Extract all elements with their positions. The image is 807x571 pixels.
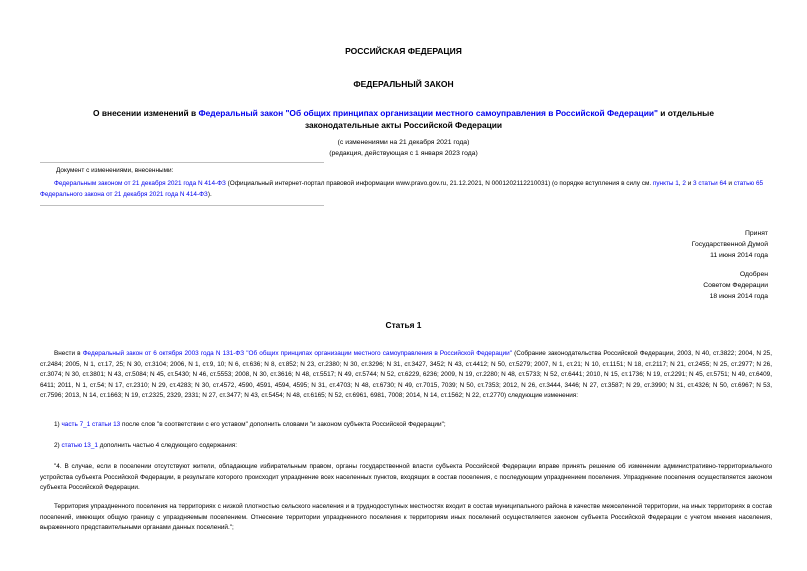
- divider-top: [40, 162, 324, 163]
- p3-link[interactable]: статью 13_1: [61, 442, 98, 449]
- amendment-point2-link[interactable]: 2: [682, 180, 686, 187]
- article-paragraph-4: "4. В случае, если в поселении отсутствуют жители, обладающие избирательным правом, органы государственной власти субъекта Российской Федерации вправе принять решение об изменении административно-территориального устройства субъекта Российской Федерации, в результате которого происходит упразднение всех населенных пунктов, входящих в состав поселения, с последующим упразднением поселения. Упразднение поселения осуществляется законом субъекта Российской Федерации.: [40, 463, 772, 491]
- p1-law-link[interactable]: Федеральный закон от 6 октября 2003 года N 131-ФЗ "Об общих принципах организации местного самоуправления в Российской Федерации": [82, 350, 512, 357]
- amendment-sep3: и: [726, 180, 734, 187]
- amendment-point1-link[interactable]: пункты 1: [652, 180, 679, 187]
- amendment-sep2: и: [685, 180, 694, 187]
- accepted-by: Государственной Думой: [691, 241, 768, 248]
- document-title: [70, 107, 737, 131]
- title-law-link[interactable]: Федеральный закон "Об общих принципах организации местного самоуправления в Российской Федерации": [198, 108, 658, 118]
- p3-text: дополнить частью 4 следующего содержания:: [97, 442, 238, 449]
- accepted-date: 11 июня 2014 года: [710, 252, 768, 259]
- article-paragraph-2: [40, 420, 772, 431]
- approval-block: [568, 269, 768, 302]
- p2-prefix: 1): [54, 421, 62, 428]
- article-paragraph-3: [40, 441, 772, 452]
- p1-prefix: Внести в: [54, 350, 83, 357]
- amendment-article65-link[interactable]: статью 65 Федерального закона от 21 декабря 2021 года N 414-ФЗ: [40, 180, 764, 198]
- approved-by: Советом Федерации: [703, 282, 768, 289]
- amendment-end: ).: [207, 191, 212, 198]
- adoption-block: [568, 228, 768, 261]
- edition-current: (редакция, действующая с 1 января 2023 года): [329, 150, 478, 157]
- amendment-source-text: (Официальный интернет-портал правовой информации www.pravo.gov.ru, 21.12.2021, N 0001202112210031) (о порядке вступления в силу см.: [225, 180, 653, 187]
- country-heading: РОССИЙСКАЯ ФЕДЕРАЦИЯ: [345, 46, 462, 56]
- p1-text: (Собрание законодательства Российской Федерации, 2003, N 40, ст.3822; 2004, N 25, ст.2484; 2005, N 1, ст.17, 25; N 30, ст.3104; 2006, N 1, ст.9, 10; N 6, ст.636; N 8, ст.852; N 23, ст.2380; N 30, ст.3296; N 31, ст.3427, 3452; N 43, ст.4412; N 50, ст.5279; 2007, N 1, ст.21; N 10, ст.1151; N 18, ст.2117; N 21, ст.2455; N 25, ст.2977; N 26, ст.3074; N 30, ст.3801; N 43, ст.5084; N 45, ст.5430; N 46, ст.5553; 2008, N 30, ст.3616; N 48, ст.5517; N 49, ст.5744; N 52, ст.6229, 6236; 2009, N 19, ст.2280; N 48, ст.5733; N 52, ст.6441; 2010, N 15, ст.1736; N 19, ст.2291; N 45, ст.5751; N 49, ст.6409, 6411; 2011, N 1, ст.54; N 17, ст.2310; N 29, ст.4283; N 30, ст.4572, 4590, 4591, 4594, 4595; N 31, ст.4703; N 48, ст.6730; N 49, ст.7015, 7039; N 50, ст.7353; 2012, N 26, ст.3444, 3446; N 27, ст.3587; N 29, ст.3990; N 31, ст.4326; N 50, ст.6967; N 53, ст.7596; 2013, N 14, ст.1663; N 19, ст.2325, 2329, 2331; N 27, ст.3477; N 43, ст.5454; N 48, ст.6165; N 52, ст.6961, 6981, 7008; 2014, N 14, ст.1562; N 22, ст.2770) следующие изменения:: [40, 350, 773, 399]
- divider-bottom: [40, 205, 324, 206]
- law-type-heading: ФЕДЕРАЛЬНЫЙ ЗАКОН: [353, 79, 454, 89]
- article-paragraph-1: [40, 349, 772, 402]
- amendment-law-link[interactable]: Федеральным законом от 21 декабря 2021 года N 414-ФЗ: [54, 180, 226, 187]
- amendments-label: Документ с изменениями, внесенными:: [56, 167, 174, 174]
- article-paragraph-5: Территория упраздненного поселения на территориях с низкой плотностью сельского населения и в труднодоступных местностях входит в состав муниципального района в качестве межселенной территории, на иных территориях в состав поселений, имеющих общую границу с упраздняемым поселением. Отнесение территории упраздненного поселения к территориям иных поселений осуществляется законом субъекта Российской Федерации с учетом мнения населения, выраженного представительными органами данных поселений.";: [40, 503, 772, 531]
- amendment-article64-link[interactable]: 3 статьи 64: [693, 180, 727, 187]
- p3-prefix: 2): [54, 442, 62, 449]
- title-prefix: О внесении изменений в: [93, 108, 199, 118]
- accepted-label: Принят: [744, 230, 768, 237]
- p2-text: после слов "в соответствии с его уставом" дополнить словами "и законом субъекта Российской Федерации";: [120, 421, 446, 428]
- article-heading: Статья 1: [385, 320, 422, 330]
- approved-label: Одобрен: [739, 271, 768, 278]
- approved-date: 18 июня 2014 года: [709, 293, 768, 300]
- amendment-sep1: ,: [678, 180, 683, 187]
- amendments-text: [40, 178, 775, 200]
- edition-changes: (с изменениями на 21 декабря 2021 года): [337, 139, 470, 146]
- title-suffix: и отдельные законодательные акты Российской Федерации: [304, 108, 714, 130]
- p2-link[interactable]: часть 7_1 статьи 13: [61, 421, 121, 428]
